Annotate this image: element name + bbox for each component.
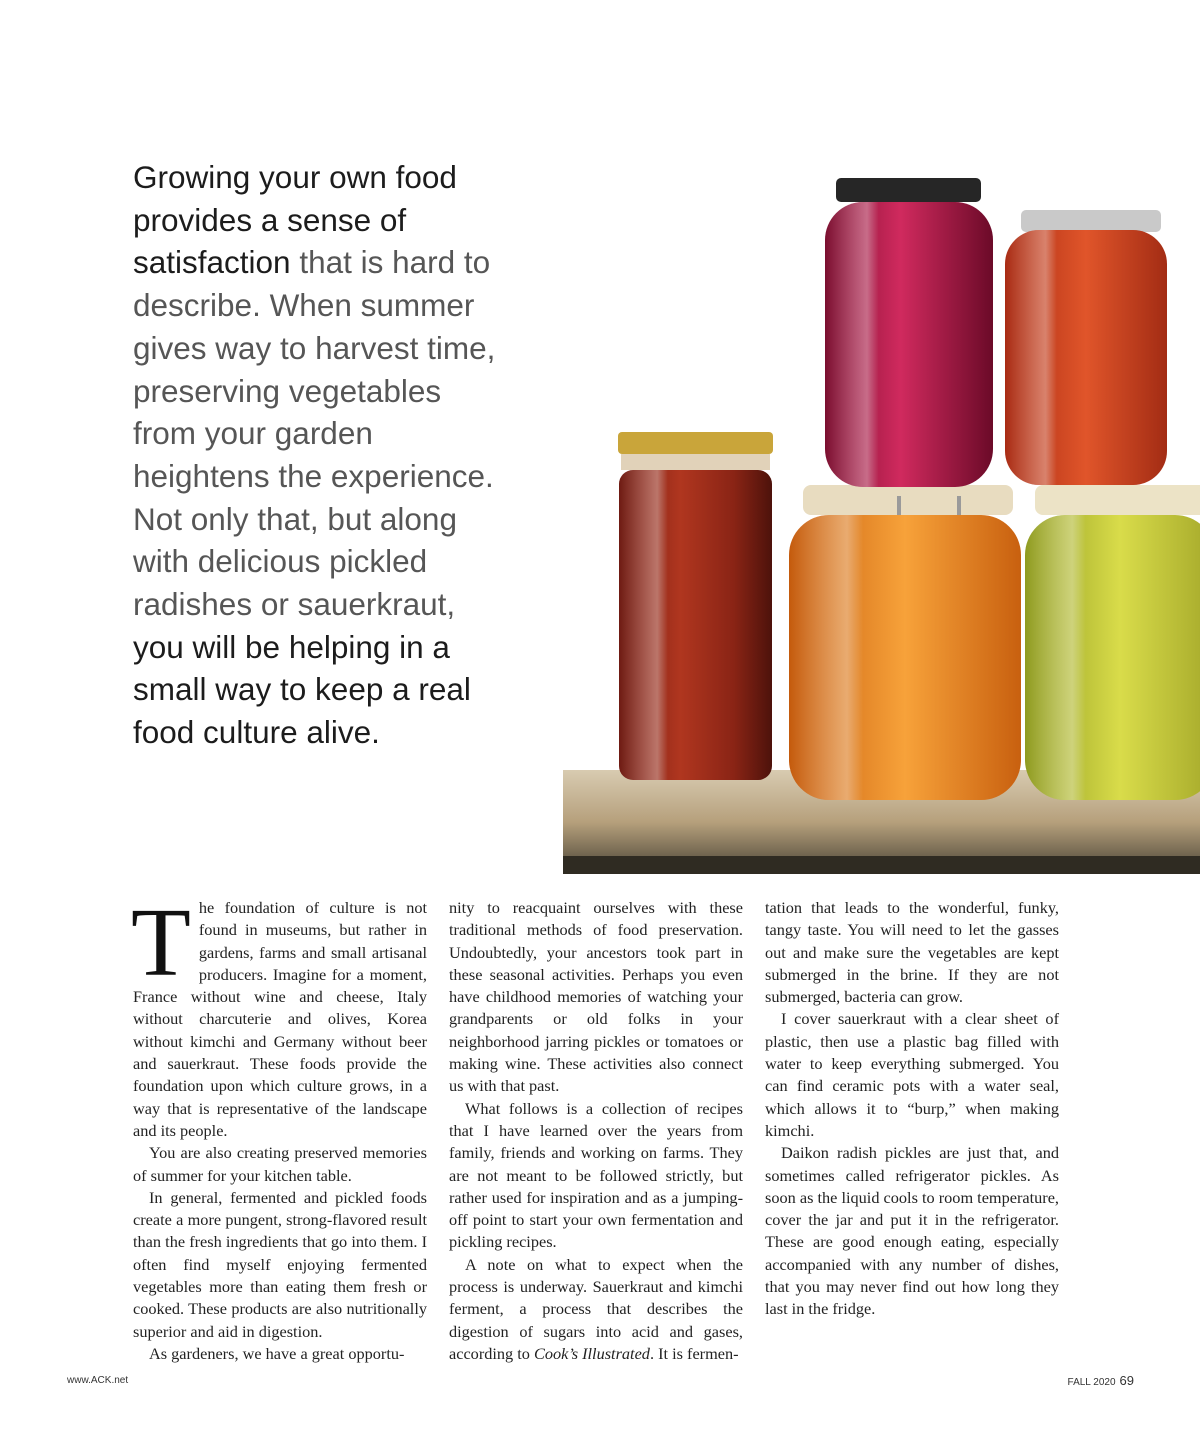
paragraph: tation that leads to the wonderful, funky, tangy taste. You will need to let the gasses out and make sure the vegetables are kept submerged in the brine. If they are not submerged, bacteria can grow. bbox=[765, 898, 1059, 1007]
paragraph-text: he foundation of culture is not found in museums, but rather in gardens, farms and small artisanal producers. Imagine for a moment, France without wine and cheese, Italy without charcuterie and olives, Korea without kimchi and Germany without beer and sauerkraut. These foods provide the foundation upon which culture grows, in a way that is representative of the landscape and its people. bbox=[133, 898, 427, 1140]
pickled-jars-photo bbox=[563, 170, 1200, 874]
pull-quote-bold-closing: you will be helping in a small way to keep a real food culture alive. bbox=[133, 628, 471, 751]
paragraph: I cover sauerkraut with a clear sheet of plastic, then use a plastic bag filled with water to keep everything submerged. You can find ceramic pots with a water seal, which allows it to “burp,” when making kimchi. bbox=[765, 1009, 1059, 1140]
footer-website: www.ACK.net bbox=[67, 1375, 129, 1386]
article-column-1 bbox=[131, 889, 427, 1365]
paragraph: Daikon radish pickles are just that, and sometimes called refrigerator pickles. As soon as the liquid cools to room temperature, cover the jar and put it in the refrigerator. These are good enough eating, especially accompanied with any number of dishes, that you may never find out how long they last in the fridge. bbox=[765, 1143, 1059, 1319]
article-column-3 bbox=[765, 897, 1059, 1321]
pull-quote bbox=[133, 156, 503, 754]
paragraph: You are also creating preserved memories of summer for your kitchen table. bbox=[133, 1143, 427, 1185]
paragraph-text: . It is fermen- bbox=[649, 1343, 739, 1363]
paragraph: As gardeners, we have a great opportu- bbox=[149, 1343, 405, 1363]
page-number: 69 bbox=[1119, 1373, 1134, 1388]
pull-quote-bold-opening: Growing your own food provides a sense of satisfaction bbox=[133, 159, 457, 281]
source-title: Cook’s Illustrated bbox=[534, 1343, 650, 1363]
issue-label: FALL 2020 bbox=[1067, 1377, 1116, 1388]
pull-quote-body: that is hard to describe. When summer gives way to harvest time, preserving vegetables from your garden heightens the experience. Not only that, but along with delicious pickled radishes or sauerkraut, bbox=[133, 244, 496, 623]
footer-issue bbox=[1068, 1373, 1134, 1388]
article-column-2 bbox=[449, 897, 743, 1365]
paragraph: What follows is a collection of recipes that I have learned over the years from family, friends and working on farms. They are not meant to be followed strictly, but rather used for inspiration and as a jumping-off point to start your own fermentation and pickling recipes. bbox=[449, 1098, 743, 1252]
paragraph bbox=[131, 889, 427, 1142]
paragraph-text: A note on what to expect when the process is underway. Sauerkraut and kimchi ferment, a process that describes the digestion of sugars into acid and gases, according to bbox=[449, 1254, 743, 1363]
paragraph: nity to reacquaint ourselves with these traditional methods of food preservation. Undoubtedly, your ancestors took part in these seasonal activities. Perhaps you even have childhood memories of watching your grandparents or old folks in your neighborhood jarring pickles or tomatoes or making wine. These activities also connect us with that past. bbox=[449, 898, 743, 1096]
paragraph: In general, fermented and pickled foods create a more pungent, strong-flavored result than the fresh ingredients that go into them. I often find myself enjoying fermented vegetables more than eating them fresh or cooked. These products are also nutritionally superior and aid in digestion. bbox=[133, 1187, 427, 1341]
drop-cap: T bbox=[131, 889, 191, 997]
paragraph bbox=[449, 1254, 743, 1365]
